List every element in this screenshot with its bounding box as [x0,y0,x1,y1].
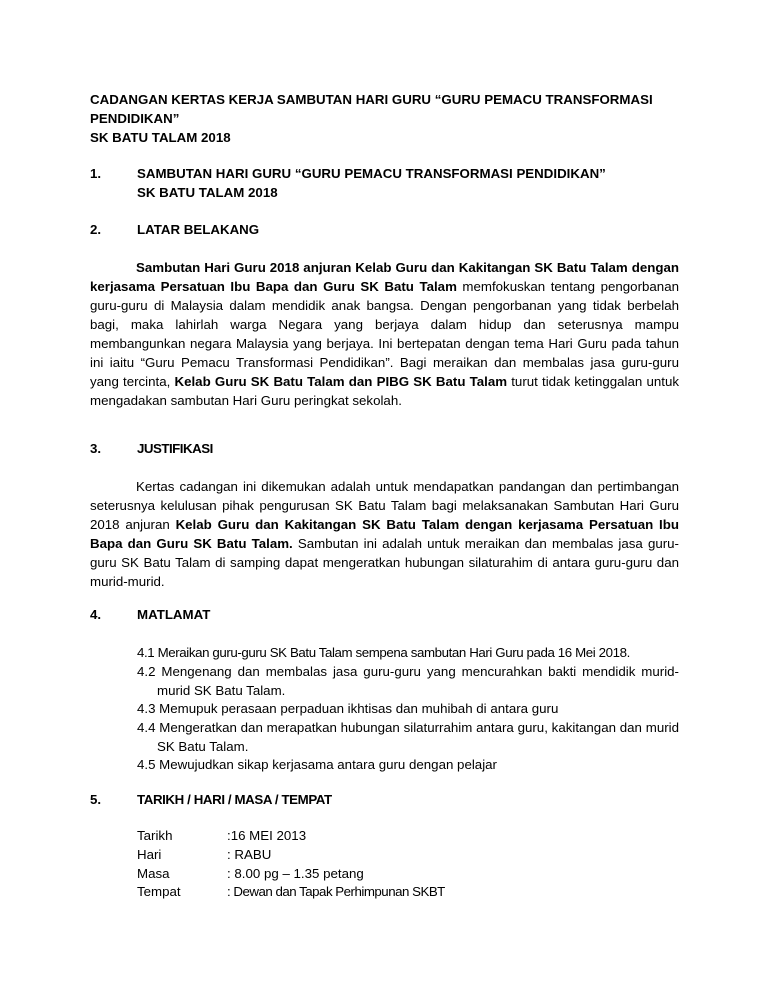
schedule-value-masa: : 8.00 pg – 1.35 petang [227,866,364,881]
section-1-heading-line-1: SAMBUTAN HARI GURU “GURU PEMACU TRANSFORMASI PENDIDIKAN” [137,166,606,181]
section-5-number: 5. [90,792,102,807]
section-3-text-2: Sambutan ini adalah untuk meraikan dan membalas jasa guru-guru SK Batu Talam di samping dapat mengeratkan hubungan silaturahim di antara guru-guru dan murid-murid. [90,536,679,589]
schedule-value-tempat: : Dewan dan Tapak Perhimpunan SKBT [227,884,445,899]
section-3-number: 3. [90,441,102,456]
goal-item-2: 4.2 Mengenang dan membalas jasa guru-guru yang mencurahkan bakti mendidik murid-murid SK Batu Talam. [137,664,679,698]
title-line-1: CADANGAN KERTAS KERJA SAMBUTAN HARI GURU “GURU PEMACU TRANSFORMASI [90,92,653,107]
schedule-value-tarikh: :16 MEI 2013 [227,828,307,843]
section-3-text-1: Kertas cadangan ini dikemukan adalah untuk mendapatkan pandangan dan pertimbangan seterusnya kelulusan pihak pengurusan SK Batu Talam bagi melaksanakan Sambutan Hari Guru 2018 anjuran [90,479,679,532]
schedule-label-tarikh: Tarikh [137,828,173,843]
goal-item-4: 4.4 Mengeratkan dan merapatkan hubungan silaturrahim antara guru, kakitangan dan murid SK Batu Talam. [137,720,679,754]
schedule-label-tempat: Tempat [137,884,181,899]
section-3-bold-1: Kelab Guru dan Kakitangan SK Batu Talam dengan kerjasama Persatuan Ibu Bapa dan Guru SK Batu Talam. [90,517,679,551]
section-2-heading: LATAR BELAKANG [137,222,260,237]
section-1-number: 1. [90,166,102,181]
section-2-text-1: memfokuskan tentang pengorbanan guru-guru di Malaysia dalam mendidik anak bangsa. Dengan pengorbanan yang tidak berbelah bagi, maka lahirlah warga Negara yang berjaya dalam hidup dan seterusnya mampu membangunkan negara Malaysia yang berjaya. Ini bertepatan dengan tema Hari Guru pada tahun ini iaitu “Guru Pemacu Transformasi Pendidikan”. Bagi meraikan dan membalas jasa guru-guru yang tercinta, [90,279,679,389]
section-2-paragraph [90,258,679,410]
section-5-heading: TARIKH / HARI / MASA / TEMPAT [137,792,332,807]
section-2-bold-2: Kelab Guru SK Batu Talam dan PIBG SK Batu Talam [174,374,508,389]
section-2-bold-1: Sambutan Hari Guru 2018 anjuran Kelab Guru dan Kakitangan SK Batu Talam dengan kerjasama Persatuan Ibu Bapa dan Guru SK Batu Talam [90,260,679,294]
schedule-value-hari: : RABU [227,847,272,862]
goal-item-5: 4.5 Mewujudkan sikap kerjasama antara guru dengan pelajar [137,757,497,772]
section-2-text-2: turut tidak ketinggalan untuk mengadakan sambutan Hari Guru peringkat sekolah. [90,374,679,408]
title-line-3: SK BATU TALAM 2018 [90,130,231,145]
section-1-heading-line-2: SK BATU TALAM 2018 [137,185,278,200]
goal-item-3: 4.3 Memupuk perasaan perpaduan ikhtisas dan muhibah di antara guru [137,701,559,716]
section-3-paragraph [90,477,679,591]
section-3-heading: JUSTIFIKASI [137,441,213,456]
section-4-number: 4. [90,607,102,622]
title-line-2: PENDIDIKAN” [90,111,180,126]
section-2-number: 2. [90,222,102,237]
schedule-label-hari: Hari [137,847,162,862]
goal-item-1: 4.1 Meraikan guru-guru SK Batu Talam sempena sambutan Hari Guru pada 16 Mei 2018. [137,645,630,660]
section-4-heading: MATLAMAT [137,607,211,622]
schedule-label-masa: Masa [137,866,170,881]
